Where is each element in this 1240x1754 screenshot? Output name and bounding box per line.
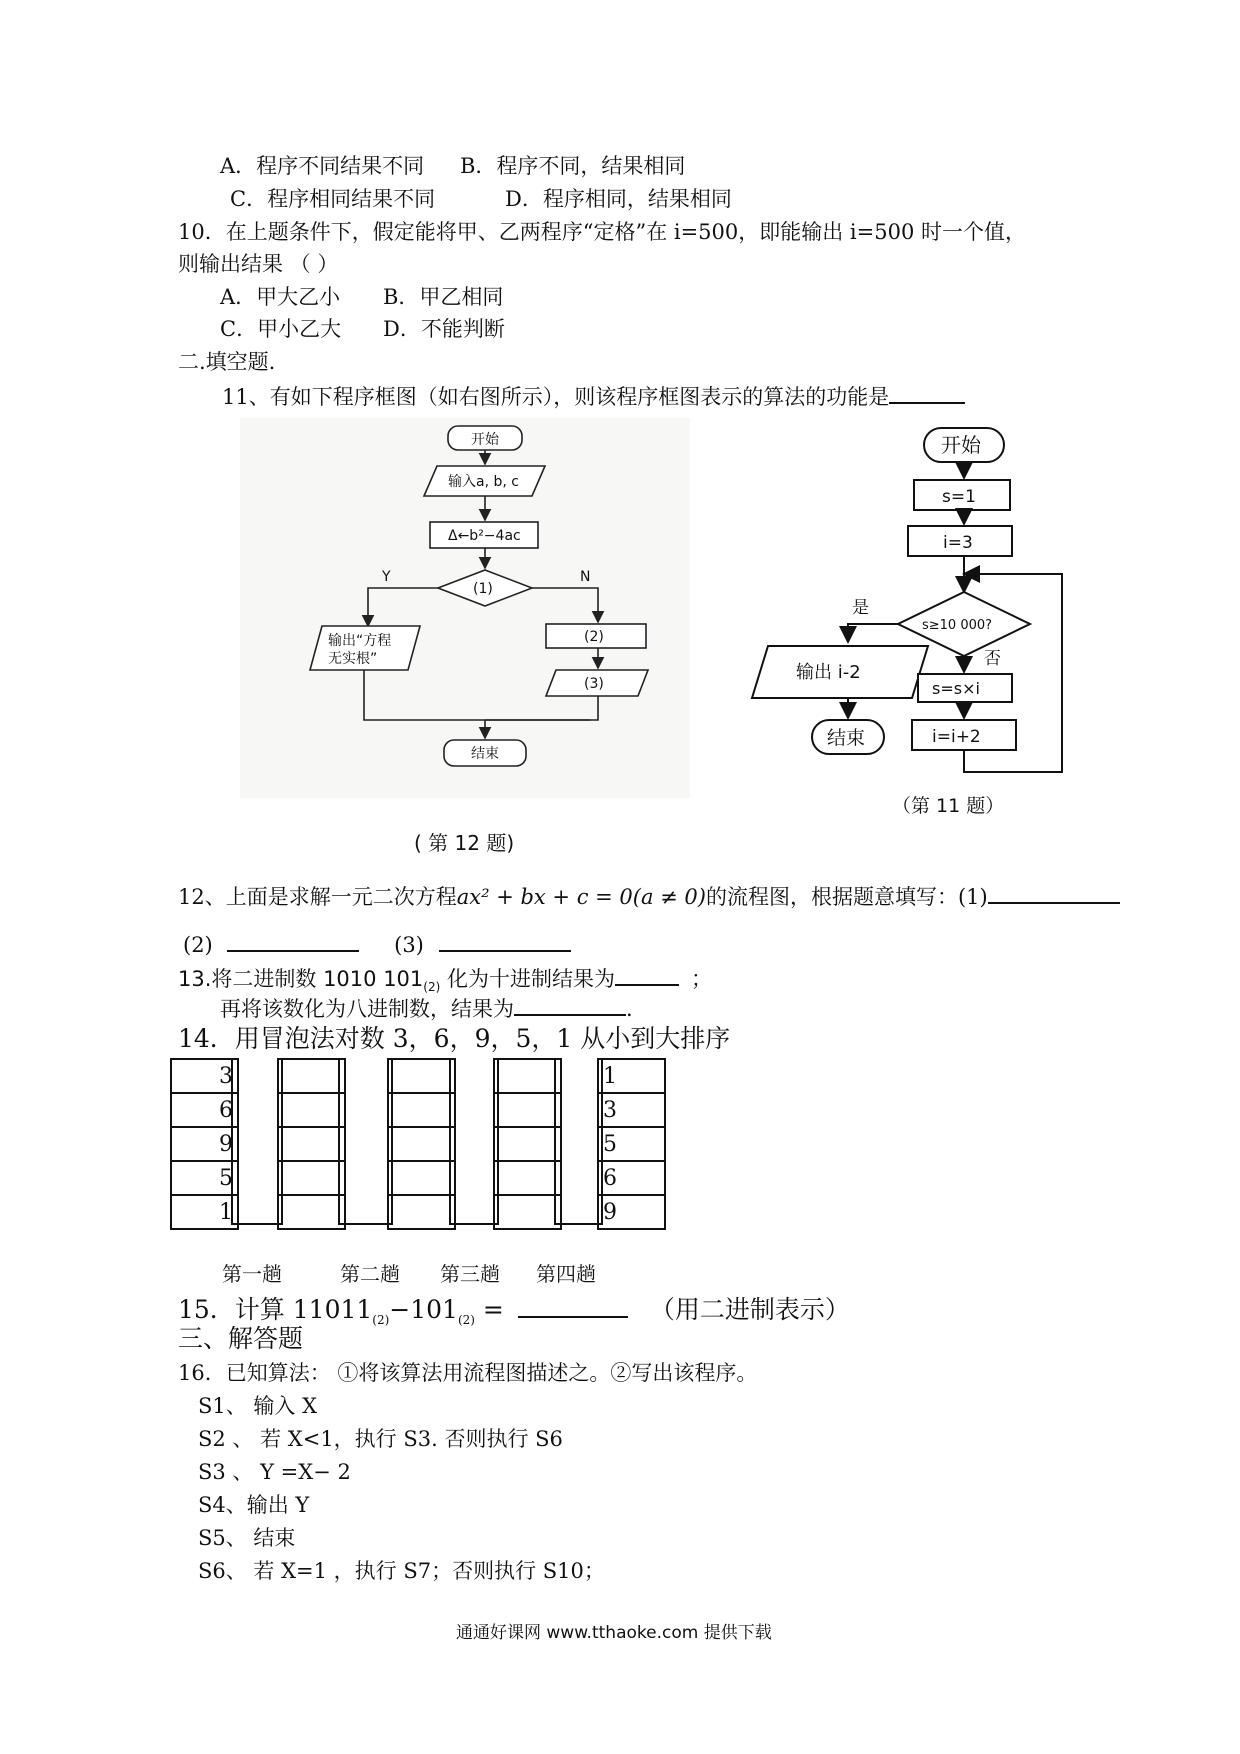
q10-option-a: A．甲大乙小 [220, 285, 341, 309]
q12-blank-1[interactable] [988, 882, 1120, 904]
q12-box-2-label: (2) [584, 629, 604, 645]
q14-pass-2-cell[interactable] [388, 1161, 455, 1195]
q14-pass-1-cell[interactable] [278, 1127, 345, 1161]
q14-pass-1-cell[interactable] [278, 1195, 345, 1229]
q14-pass-label-2: 第二趟 [340, 1262, 400, 1286]
q14-initial-cell: 9 [171, 1127, 238, 1161]
q14-pass-2-cell[interactable] [388, 1093, 455, 1127]
q11-caption: （第 11 题） [892, 795, 1005, 817]
q11-output-label: 输出 i-2 [796, 662, 861, 683]
q12-start-label: 开始 [471, 432, 499, 448]
q12-no-label: N [580, 569, 591, 585]
q11-no-label: 否 [984, 649, 1001, 669]
q11-flowchart [750, 420, 1090, 790]
q11-s-init-label: s=1 [942, 487, 976, 507]
q10-text-2: 则输出结果 （ ） [178, 252, 339, 276]
q14-pass-label-3: 第三趟 [440, 1262, 500, 1286]
q10-option-d: D．不能判断 [383, 317, 505, 341]
q9-option-d: D．程序相同，结果相同 [505, 187, 732, 211]
q14-pass-label-4: 第四趟 [536, 1262, 596, 1286]
q12-box-3-label: (3) [584, 676, 604, 692]
q14-pass-1-column [277, 1058, 346, 1230]
q14-pass-label-1: 第一趟 [222, 1262, 282, 1286]
q14-pass-3-cell[interactable] [494, 1059, 561, 1093]
q14-initial-cell: 5 [171, 1161, 238, 1195]
q11-end-label: 结束 [827, 727, 866, 749]
q12-equation: ax² + bx + c = 0(a ≠ 0) [456, 885, 706, 909]
q13-blank-decimal[interactable] [615, 964, 679, 986]
q9-option-a: A．程序不同结果不同 [220, 154, 425, 178]
q12-blanks-row: (2) (3) [183, 930, 571, 958]
q16-step: S6、 若 X=1 ，执行 S7；否则执行 S10； [198, 1559, 605, 1583]
q14-pass-1-cell[interactable] [278, 1093, 345, 1127]
q12-flowchart [240, 418, 690, 818]
q16-step: S1、 输入 X [198, 1394, 318, 1418]
q14-initial-cell: 1 [171, 1195, 238, 1229]
q16-step: S5、 结束 [198, 1526, 296, 1550]
q14-pass-1-cell[interactable] [278, 1059, 345, 1093]
q9-option-b: B．程序不同，结果相同 [460, 154, 686, 178]
q12-caption: ( 第 12 题) [414, 831, 515, 855]
q14-pass-3-cell[interactable] [494, 1093, 561, 1127]
q14-pass-2-column [387, 1058, 456, 1230]
q14-final-cell: 1 [598, 1059, 665, 1093]
q14-initial-cell: 3 [171, 1059, 238, 1093]
q11-condition-label: s≥10 000? [922, 618, 993, 633]
q14-final-cell: 9 [598, 1195, 665, 1229]
q16-step: S4、输出 Y [198, 1493, 310, 1517]
q11-mult-label: s=s×i [932, 679, 980, 698]
section-3-heading: 三、解答题 [178, 1324, 304, 1353]
q16-text: 16．已知算法： ①将该算法用流程图描述之。②写出该程序。 [178, 1361, 758, 1385]
q14-initial-column [170, 1058, 239, 1230]
q14-final-column [597, 1058, 666, 1230]
q14-final-cell: 6 [598, 1161, 665, 1195]
q10-text: 10．在上题条件下，假定能将甲、乙两程序“定格”在 i=500，即能输出 i=500 时一个值， [178, 220, 1027, 244]
q11-text: 11、有如下程序框图（如右图所示），则该程序框图表示的算法的功能是 [222, 382, 965, 410]
q13-blank-octal[interactable] [514, 994, 626, 1016]
q11-yes-label: 是 [852, 598, 869, 618]
q10-option-b: B．甲乙相同 [383, 285, 504, 309]
q12-output-label-1: 输出“方程 [328, 633, 392, 649]
q14-pass-2-cell[interactable] [388, 1127, 455, 1161]
q9-option-c: C．程序相同结果不同 [230, 187, 436, 211]
q13-text: 13.将二进制数 1010 $101_{(2)}$ 化为十进制结果为 ； [178, 964, 712, 1000]
q12-output-label-2: 无实根” [328, 651, 378, 667]
q14-pass-3-cell[interactable] [494, 1127, 561, 1161]
q11-inc-label: i=i+2 [932, 727, 981, 747]
q15-answer-blank[interactable] [518, 1292, 628, 1318]
q11-answer-blank[interactable] [889, 382, 965, 404]
q14-final-cell: 5 [598, 1127, 665, 1161]
q12-blank-3[interactable] [439, 930, 571, 952]
q14-pass-1-cell[interactable] [278, 1161, 345, 1195]
q16-step: S2 、 若 X<1，执行 S3. 否则执行 S6 [198, 1427, 563, 1451]
q14-final-cell: 3 [598, 1093, 665, 1127]
q12-input-label: 输入a, b, c [448, 474, 519, 490]
q14-pass-2-cell[interactable] [388, 1059, 455, 1093]
q11-start-label: 开始 [941, 433, 981, 457]
q10-option-c: C．甲小乙大 [220, 317, 342, 341]
q12-condition-label: (1) [473, 581, 493, 597]
q12-end-label: 结束 [471, 746, 499, 762]
q14-pass-2-cell[interactable] [388, 1195, 455, 1229]
q15-text: 15．计算 $11011_{(2)}-101_{(2)}$ = （用二进制表示） [178, 1292, 850, 1335]
q14-pass-3-cell[interactable] [494, 1195, 561, 1229]
q14-text: 14．用冒泡法对数 3，6，9，5，1 从小到大排序 [178, 1024, 731, 1053]
q16-step: S3 、 Y =X− 2 [198, 1460, 351, 1484]
q14-pass-3-cell[interactable] [494, 1161, 561, 1195]
footer-credit[interactable]: 通通好课网 www.tthaoke.com 提供下载 [456, 1623, 772, 1643]
q14-pass-3-column [493, 1058, 562, 1230]
q12-text: 12、上面是求解一元二次方程ax² + bx + c = 0(a ≠ 0)的流程图，根据题意填写：(1) [178, 882, 1120, 910]
q12-yes-label: Y [382, 569, 391, 585]
q13-text-2: 再将该数化为八进制数，结果为 . [220, 994, 633, 1022]
q11-i-init-label: i=3 [943, 533, 973, 553]
q12-blank-2[interactable] [227, 930, 359, 952]
q14-initial-cell: 6 [171, 1093, 238, 1127]
section-2-heading: 二.填空题. [178, 350, 276, 374]
q12-delta-label: Δ←b²−4ac [448, 528, 521, 544]
